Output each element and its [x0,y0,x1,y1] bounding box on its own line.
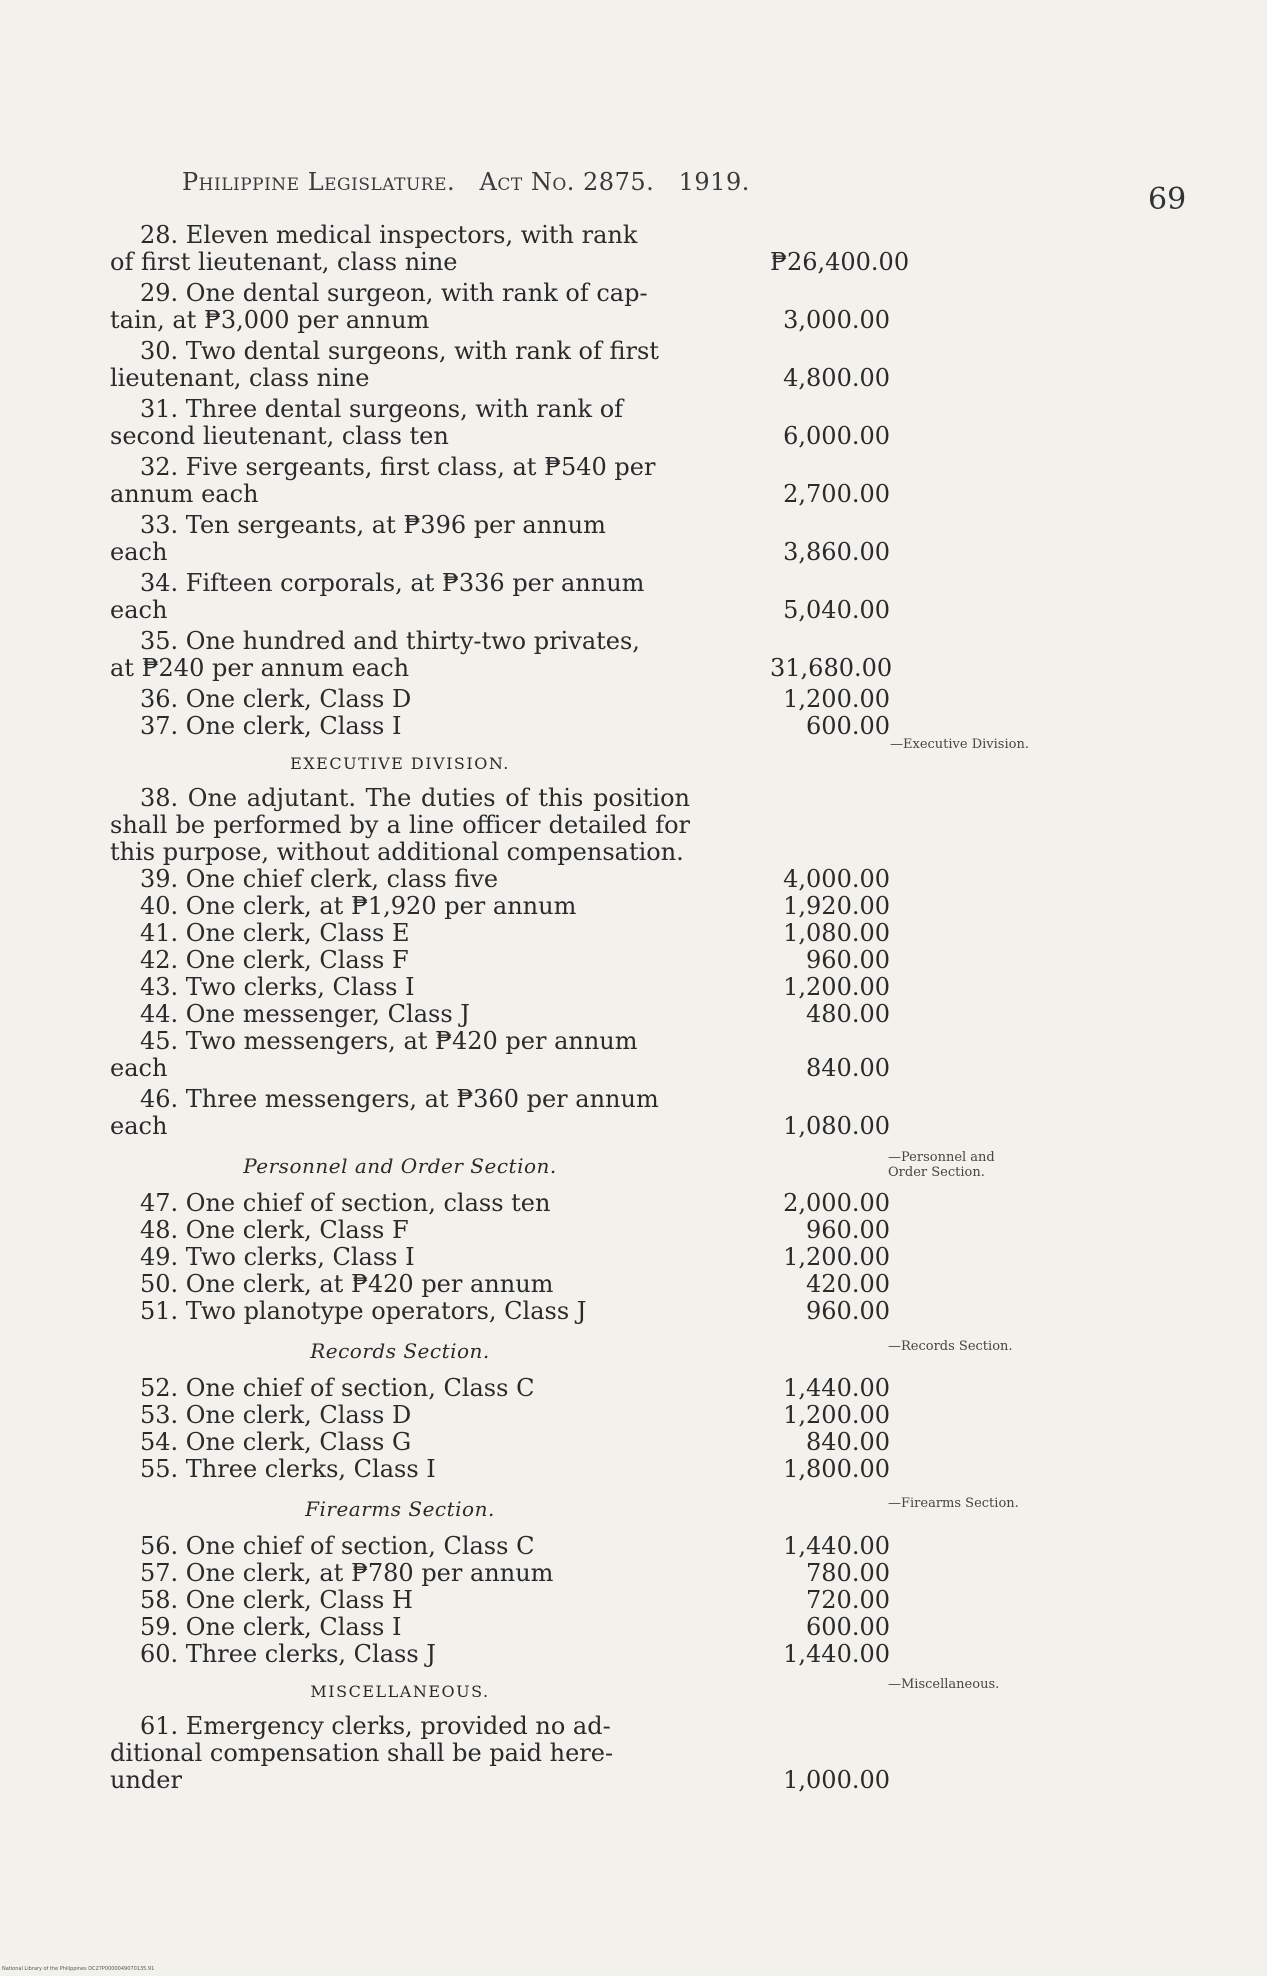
item-61-line3: under [110,1766,182,1794]
item-amount: 1,440.00 [783,1532,890,1560]
budget-item [110,1086,890,1140]
item-text-line1: 31. Three dental surgeons, with rank of [140,395,624,423]
item-text-line2: each [110,596,168,624]
budget-item [110,1429,890,1456]
budget-item [110,454,890,508]
item-amount: 1,440.00 [783,1640,890,1668]
budget-item [110,1614,890,1641]
item-text: 52. One chief of section, Class C [140,1374,535,1402]
item-amount: 1,200.00 [783,1401,890,1429]
item-text-line2: tain, at ₱3,000 per annum [110,306,430,334]
item-text-line2: each [110,538,168,566]
item-amount: 1,920.00 [783,892,890,920]
budget-item [110,1298,890,1325]
footer-credit: National Library of the Philippines DC27P0000049070135.91 [2,1966,155,1972]
budget-item [110,1587,890,1614]
item-amount: 600.00 [806,1613,890,1641]
header-act: Act No. 2875. [479,168,655,196]
header-year: 1919. [678,168,750,196]
document-body [110,221,910,1794]
budget-item [110,866,890,893]
item-text: 58. One clerk, Class H [140,1586,413,1614]
item-text-line2: at ₱240 per annum each [110,654,410,682]
item-amount: 840.00 [806,1054,890,1082]
budget-item [110,1244,890,1271]
item-text: 39. One chief clerk, class five [140,865,499,893]
budget-item-61 [110,1713,890,1794]
item-text: 43. Two clerks, Class I [140,973,415,1001]
budget-item [110,920,890,947]
item-61-line2: ditional compensation shall be paid here- [110,1739,614,1767]
budget-item [110,1190,890,1217]
item-amount: 1,440.00 [783,1374,890,1402]
item-amount: 960.00 [806,946,890,974]
section-heading-executive: EXECUTIVE DIVISION. [290,754,510,773]
item-text-line1: 34. Fifteen corporals, at ₱336 per annum [140,569,645,597]
budget-item [110,512,890,566]
budget-item [110,1001,890,1028]
budget-item [110,713,890,740]
item-amount: 420.00 [806,1270,890,1298]
item-text-line2: of first lieutenant, class nine [110,248,458,276]
budget-item [110,1402,890,1429]
item-amount: 4,800.00 [783,364,890,392]
item-61-line1: 61. Emergency clerks, provided no ad- [140,1712,611,1740]
budget-item [110,396,890,450]
budget-item [110,686,890,713]
item-text: 44. One messenger, Class J [140,1000,470,1028]
item-text-line1: 46. Three messengers, at ₱360 per annum [140,1085,659,1113]
budget-item [110,1456,890,1483]
budget-item [110,221,910,276]
item-amount: 3,860.00 [783,538,890,566]
item-text: 53. One clerk, Class D [140,1401,412,1429]
item-amount: 6,000.00 [783,422,890,450]
item-text: 49. Two clerks, Class I [140,1243,415,1271]
item-amount: 1,200.00 [783,685,890,713]
item-text: 56. One chief of section, Class C [140,1532,535,1560]
item-text: 50. One clerk, at ₱420 per annum [140,1270,554,1298]
budget-item [110,1641,890,1668]
section-heading-personnel: Personnel and Order Section. [243,1154,557,1178]
section-heading-firearms: Firearms Section. [305,1497,495,1521]
item-amount: 840.00 [806,1428,890,1456]
budget-item [110,1217,890,1244]
item-amount: 2,000.00 [783,1189,890,1217]
item-text: 40. One clerk, at ₱1,920 per annum [140,892,577,920]
margin-note-personnel-line1: —Personnel and [888,1150,995,1165]
item-text: 51. Two planotype operators, Class J [140,1297,587,1325]
item-text-line1: 35. One hundred and thirty-two privates, [140,627,640,655]
item-text: 57. One clerk, at ₱780 per annum [140,1559,554,1587]
item-amount: 3,000.00 [783,306,890,334]
item-text: 59. One clerk, Class I [140,1613,402,1641]
item-text: 48. One clerk, Class F [140,1216,409,1244]
item-38-text: 38. One adjutant. The duties of this position shall be performed by a line officer detailed for this purpose, without additional compensation. [110,784,690,866]
item-amount: 960.00 [806,1216,890,1244]
item-text-line1: 45. Two messengers, at ₱420 per annum [140,1027,638,1055]
margin-note-miscellaneous: —Miscellaneous. [888,1677,1000,1692]
section-heading-records: Records Section. [310,1339,490,1363]
item-text: 47. One chief of section, class ten [140,1189,551,1217]
budget-item [110,947,890,974]
item-text-line1: 32. Five sergeants, first class, at ₱540 per [140,453,656,481]
header-legislature: Philippine Legislature. [182,168,456,196]
item-text-line2: lieutenant, class nine [110,364,370,392]
item-text: 37. One clerk, Class I [140,712,402,740]
item-text: 41. One clerk, Class E [140,919,410,947]
budget-item [110,1533,890,1560]
item-amount: 5,040.00 [783,596,890,624]
item-amount: 2,700.00 [783,480,890,508]
budget-item [110,893,890,920]
item-61-amount: 1,000.00 [783,1766,890,1794]
budget-item [110,1271,890,1298]
item-amount: 4,000.00 [783,865,890,893]
margin-note-executive: —Executive Division. [890,737,1029,752]
item-text: 42. One clerk, Class F [140,946,409,974]
item-amount: 1,080.00 [783,919,890,947]
item-amount: 600.00 [806,712,890,740]
item-amount: 720.00 [806,1586,890,1614]
item-amount: 1,080.00 [783,1112,890,1140]
item-text: 60. Three clerks, Class J [140,1640,436,1668]
budget-item [110,338,890,392]
budget-item [110,280,890,334]
item-text: 54. One clerk, Class G [140,1428,412,1456]
item-amount: 31,680.00 [770,654,893,682]
item-text-line2: each [110,1112,168,1140]
item-text-line2: each [110,1054,168,1082]
page-number: 69 [1148,182,1187,217]
running-header [182,168,832,196]
item-amount: 1,200.00 [783,1243,890,1271]
margin-note-firearms: —Firearms Section. [888,1496,1019,1511]
margin-note-personnel [888,1150,1078,1180]
budget-item [110,974,890,1001]
item-text-line2: second lieutenant, class ten [110,422,449,450]
item-text-line1: 29. One dental surgeon, with rank of cap- [140,279,648,307]
budget-item [110,570,890,624]
item-text-line1: 28. Eleven medical inspectors, with rank [140,221,638,249]
item-amount: 1,200.00 [783,973,890,1001]
item-amount: 960.00 [806,1297,890,1325]
budget-item [110,1375,890,1402]
margin-note-records: —Records Section. [888,1339,1013,1354]
item-amount: 1,800.00 [783,1455,890,1483]
budget-item [110,1560,890,1587]
budget-item [110,1028,890,1082]
item-text: 36. One clerk, Class D [140,685,412,713]
item-text: 55. Three clerks, Class I [140,1455,436,1483]
item-amount: ₱26,400.00 [770,248,910,276]
budget-item [110,627,893,682]
item-text-line1: 30. Two dental surgeons, with rank of first [140,337,659,365]
item-amount: 480.00 [806,1000,890,1028]
margin-note-personnel-line2: Order Section. [888,1165,985,1180]
item-amount: 780.00 [806,1559,890,1587]
item-text-line2: annum each [110,480,259,508]
item-text-line1: 33. Ten sergeants, at ₱396 per annum [140,511,606,539]
section-heading-miscellaneous: MISCELLANEOUS. [310,1682,490,1701]
